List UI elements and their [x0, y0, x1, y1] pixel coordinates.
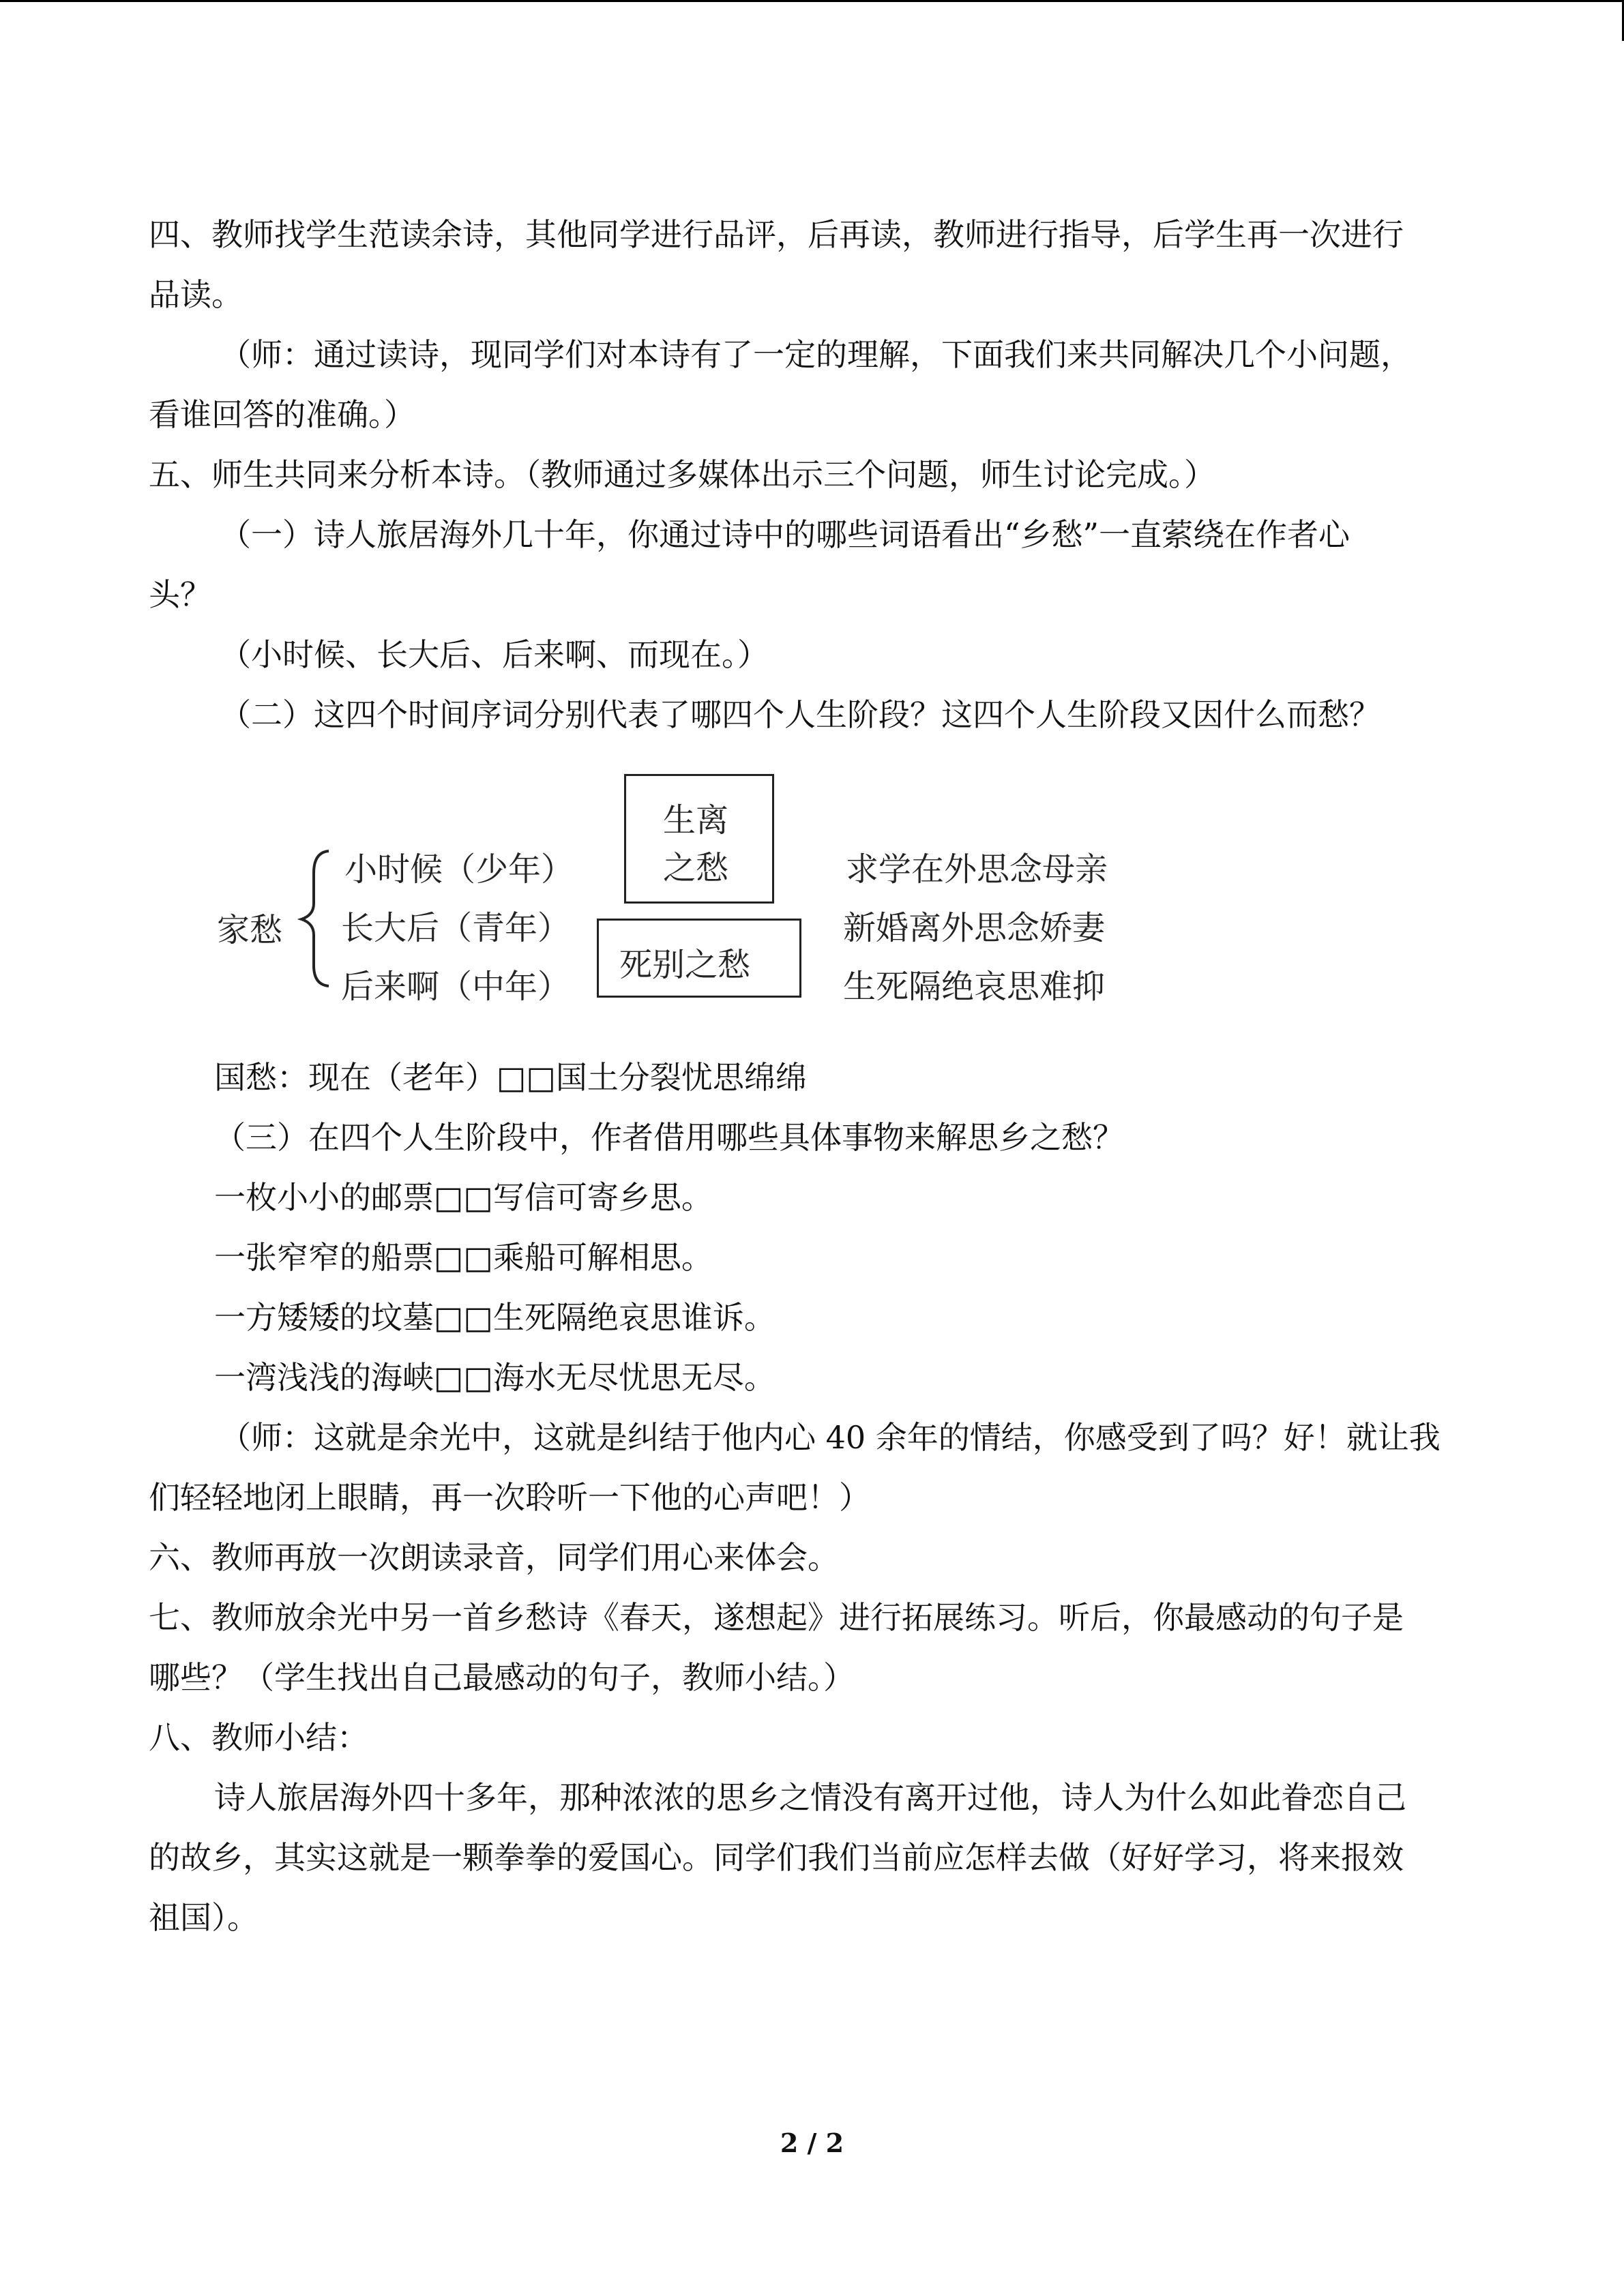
- family-sorrow-label: 家愁: [217, 911, 283, 949]
- item-strait: 一湾浅浅的海峡□□海水无尽忧思无尽。: [214, 1359, 776, 1396]
- section6-heading: 六、教师再放一次朗读录音，同学们用心来体会。: [149, 1539, 839, 1576]
- death-sorrow-text: 死别之愁: [619, 946, 751, 984]
- item-grave: 一方矮矮的坟墓□□生死隔绝哀思谁诉。: [214, 1299, 776, 1336]
- reason-youth: 新婚离外思念娇妻: [843, 909, 1106, 947]
- separation-sorrow-line1: 生离: [663, 801, 729, 839]
- item-ticket: 一张窄窄的船票□□乘船可解相思。: [214, 1239, 713, 1276]
- teacher-remark-line1: （师：这就是余光中，这就是纠结于他内心 40 余年的情结，你感受到了吗？好！就让我: [220, 1419, 1441, 1456]
- stage-childhood: 小时候（少年）: [344, 850, 574, 889]
- top-border: [0, 0, 1624, 2]
- question1-line1: （一）诗人旅居海外几十年，你通过诗中的哪些词语看出“乡愁”一直萦绕在作者心: [220, 516, 1350, 553]
- section7-line1: 七、教师放余光中另一首乡愁诗《春天，遂想起》进行拓展练习。听后，你最感动的句子是: [149, 1599, 1404, 1636]
- summary-line2: 的故乡，其实这就是一颗拳拳的爱国心。同学们我们当前应怎样去做（好好学习，将来报效: [149, 1839, 1404, 1876]
- question1-line2: 头？: [149, 576, 211, 613]
- death-sorrow-box: [597, 919, 801, 998]
- section7-line2: 哪些？（学生找出自己最感动的句子，教师小结。）: [149, 1659, 855, 1696]
- para2-line2: 看谁回答的准确。）: [149, 396, 415, 433]
- brace-icon: [293, 846, 334, 989]
- separation-sorrow-box: [624, 774, 774, 904]
- summary-line3: 祖国）。: [149, 1899, 259, 1936]
- section5-heading: 五、师生共同来分析本诗。（教师通过多媒体出示三个问题，师生讨论完成。）: [149, 456, 1215, 493]
- teacher-remark-line2: 们轻轻地闭上眼睛，再一次聆听一下他的心声吧！）: [149, 1479, 870, 1516]
- national-sorrow: 国愁：现在（老年）□□国土分裂忧思绵绵: [214, 1059, 807, 1096]
- para2-line1: （师：通过读诗，现同学们对本诗有了一定的理解，下面我们来共同解决几个小问题，: [220, 336, 1412, 373]
- page-number: 2 / 2: [780, 2128, 844, 2158]
- answer1: （小时候、长大后、后来啊、而现在。）: [220, 636, 769, 673]
- question3: （三）在四个人生阶段中，作者借用哪些具体事物来解思乡之愁？: [214, 1119, 1124, 1156]
- para1-line2: 品读。: [149, 276, 243, 313]
- question2: （二）这四个时间序词分别代表了哪四个人生阶段？这四个人生阶段又因什么而愁？: [220, 696, 1381, 733]
- stage-youth: 长大后（青年）: [341, 909, 571, 947]
- para1-line1: 四、教师找学生范读余诗，其他同学进行品评，后再读，教师进行指导，后学生再一次进行: [149, 216, 1404, 253]
- reason-middle-age: 生死隔绝哀思难抑: [843, 968, 1106, 1006]
- item-stamp: 一枚小小的邮票□□写信可寄乡思。: [214, 1179, 713, 1216]
- summary-line1: 诗人旅居海外四十多年，那种浓浓的思乡之情没有离开过他，诗人为什么如此眷恋自己: [214, 1779, 1406, 1816]
- separation-sorrow-line2: 之愁: [663, 849, 729, 887]
- reason-childhood: 求学在外思念母亲: [846, 850, 1108, 889]
- stage-middle-age: 后来啊（中年）: [341, 968, 571, 1006]
- section8-heading: 八、教师小结：: [149, 1719, 368, 1756]
